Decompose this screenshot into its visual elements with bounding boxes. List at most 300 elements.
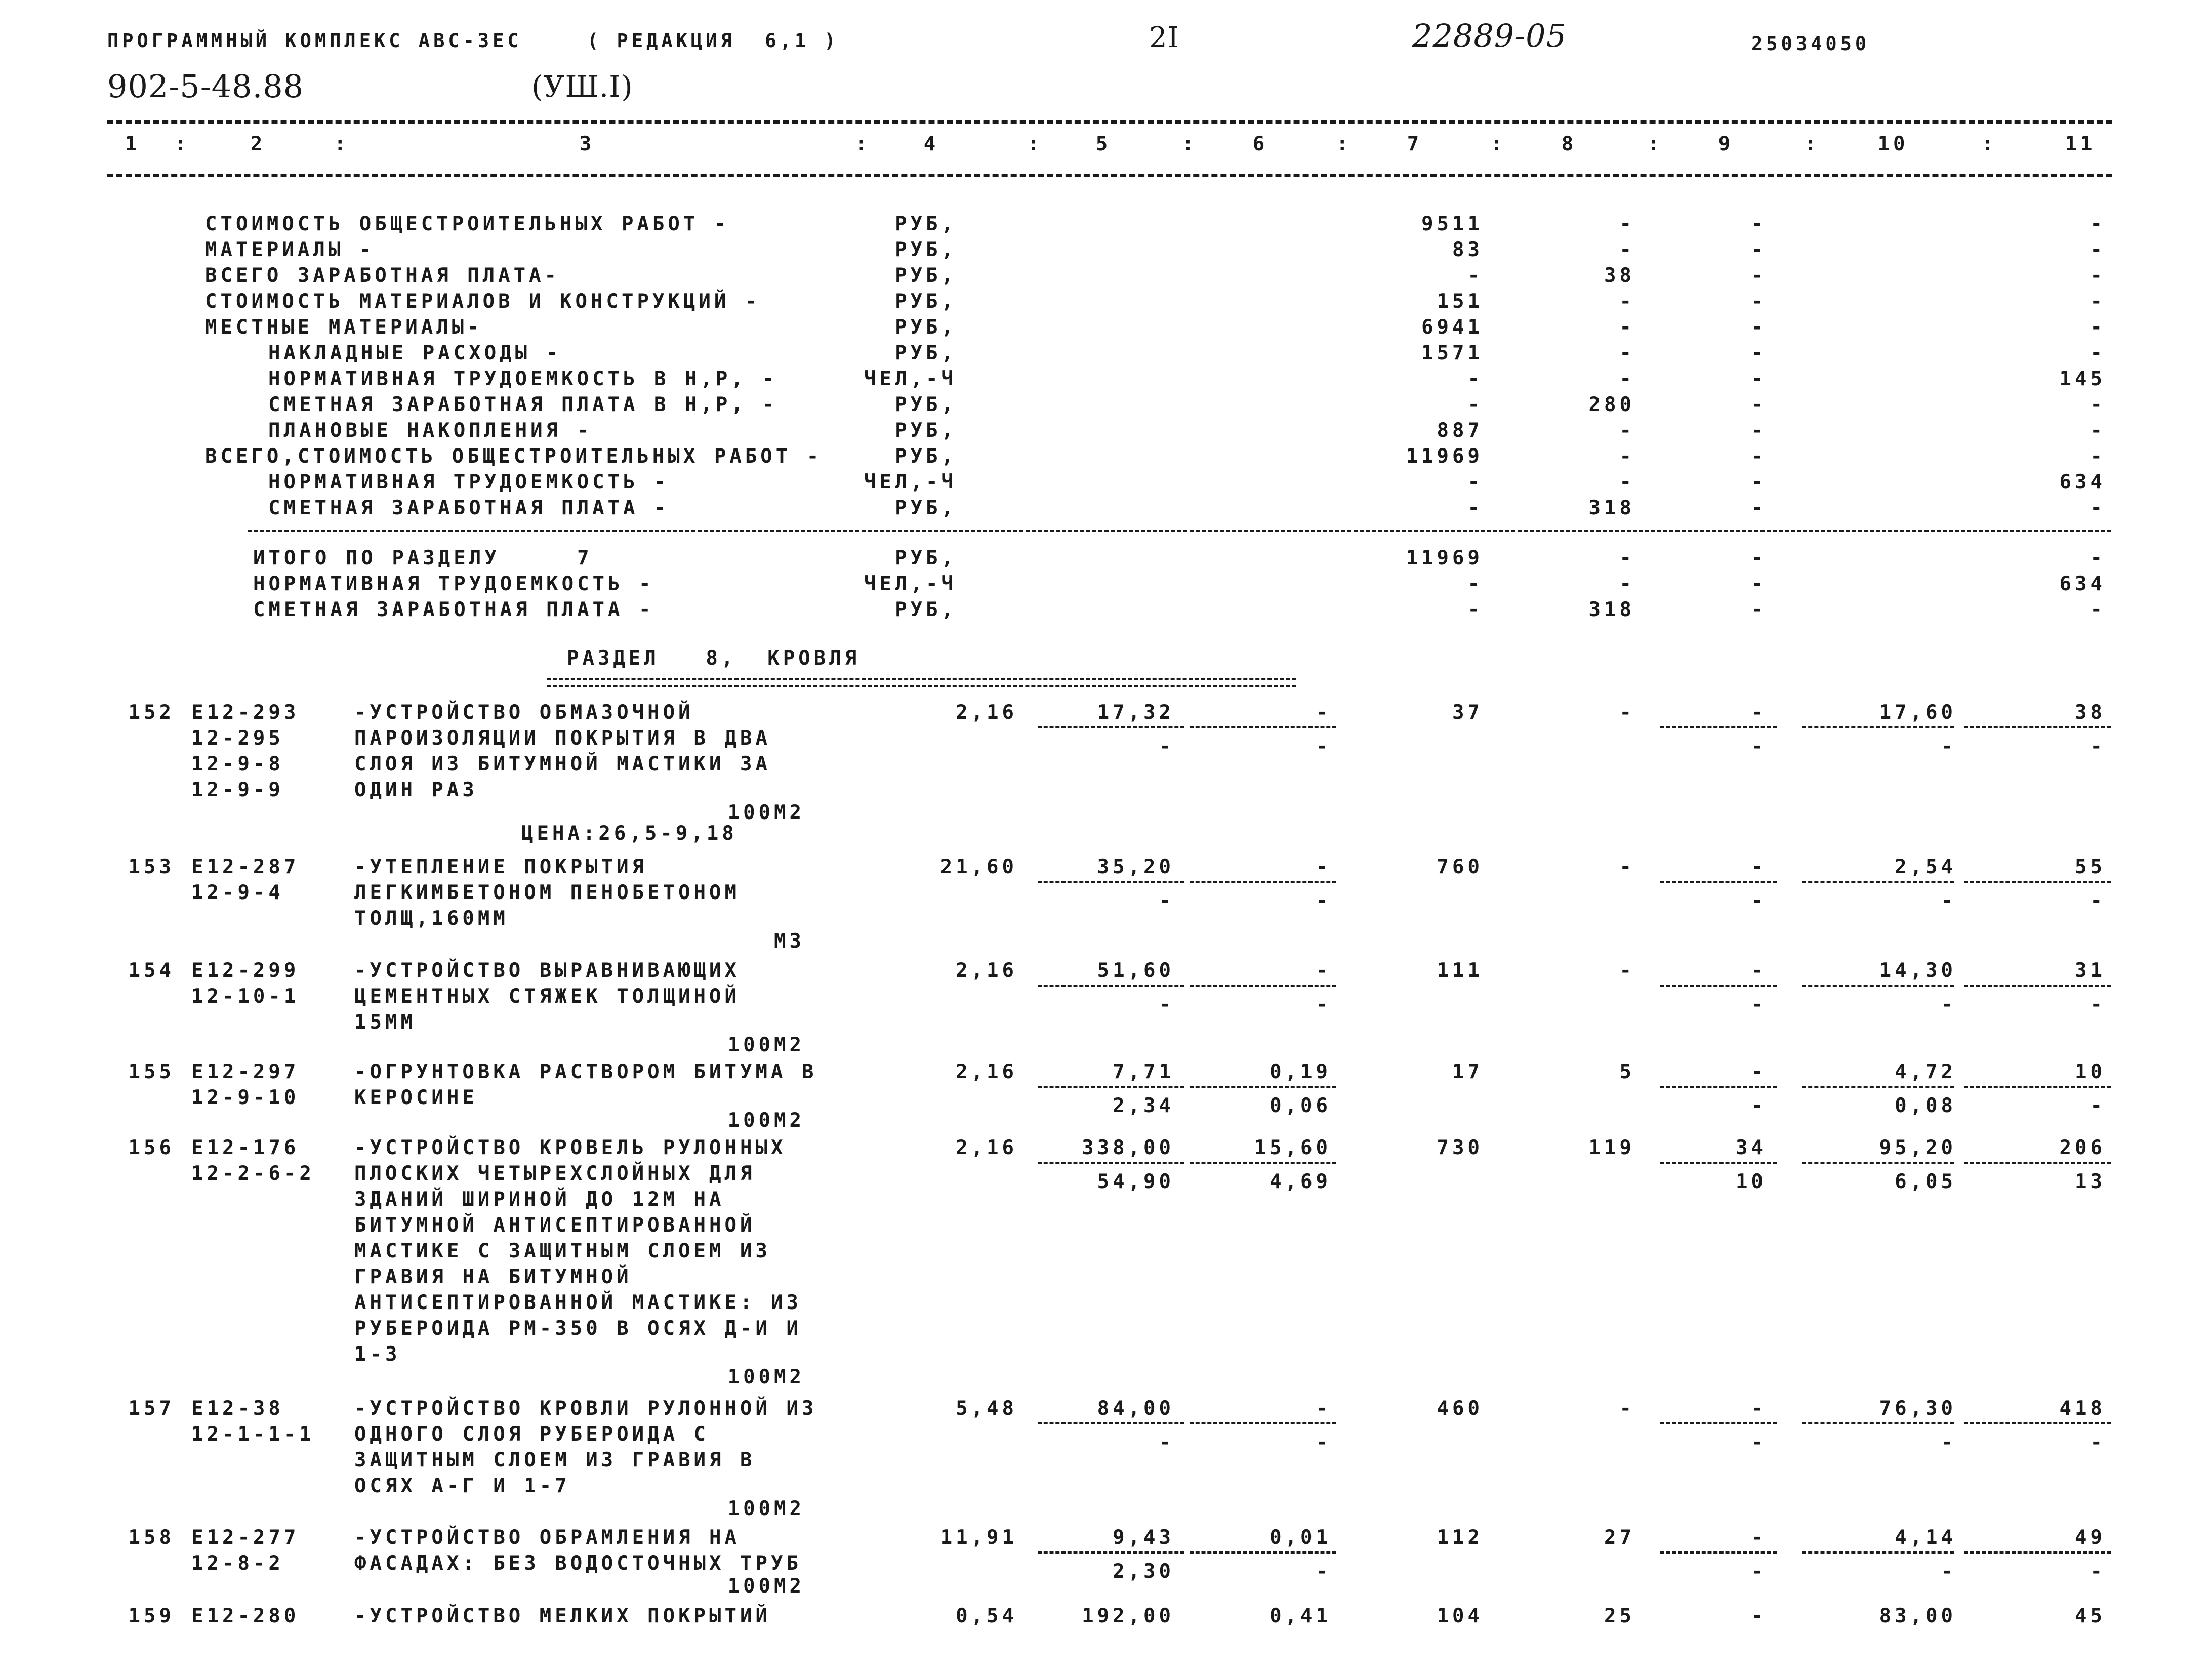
item-unit-machine-wages: - <box>1316 993 1331 1016</box>
summary-machine-wages: - <box>1751 290 1767 313</box>
item-machine-wages-sub: - <box>1751 1094 1767 1117</box>
item-labour-unit: 2,54 <box>1895 855 1956 878</box>
summary-unit: РУБ, <box>895 342 957 364</box>
item-quantity: 2,16 <box>956 1060 1017 1083</box>
total-labour: - <box>2090 598 2106 621</box>
item-labour-unit: 17,60 <box>1879 701 1956 724</box>
sheet-number: 2I <box>1149 21 1179 54</box>
item-sub-rule <box>1964 1551 2111 1554</box>
item-description-line: -ОГРУНТОВКА РАСТВОРОМ БИТУМА В <box>354 1060 817 1083</box>
item-sub-rule <box>1190 1422 1336 1424</box>
item-description-line: ЗАЩИТНЫМ СЛОЕМ ИЗ ГРАВИЯ В <box>354 1449 756 1472</box>
item-unit-machine-wages: - <box>1316 735 1331 758</box>
summary-label: НАКЛАДНЫЕ РАСХОДЫ - <box>268 342 562 364</box>
item-machine-wages: - <box>1751 1605 1767 1627</box>
summary-wages: - <box>1619 316 1635 339</box>
column-header-9: 9 <box>1718 133 1734 155</box>
item-number: 156 <box>128 1136 175 1159</box>
summary-labour: 634 <box>2059 471 2106 494</box>
item-total-wages: - <box>1619 855 1635 878</box>
summary-unit: РУБ, <box>895 238 957 261</box>
summary-wages: - <box>1619 213 1635 235</box>
column-header-7: 7 <box>1407 133 1423 155</box>
item-sub-rule <box>1802 1086 1954 1088</box>
section-title-underline <box>547 678 1296 687</box>
item-quantity: 2,16 <box>956 1136 1017 1159</box>
item-labour-unit-sub: - <box>1941 993 1956 1016</box>
item-unit-cost-machines: 54,90 <box>1097 1170 1174 1193</box>
item-labour-total-sub: - <box>2090 1094 2106 1117</box>
item-labour-unit: 4,14 <box>1895 1526 1956 1549</box>
item-unit-wages: 0,41 <box>1269 1605 1331 1627</box>
item-unit-cost: 51,60 <box>1097 959 1174 982</box>
item-unit: 100М2 <box>727 1366 805 1389</box>
item-sub-rule <box>1964 1086 2111 1088</box>
item-sub-rule <box>1660 1422 1777 1424</box>
item-code: Е12-176 <box>191 1136 300 1159</box>
item-machine-wages-sub: - <box>1751 1431 1767 1454</box>
item-code: Е12-293 <box>191 701 300 724</box>
summary-wages: - <box>1619 290 1635 313</box>
total-value: - <box>1467 573 1483 595</box>
item-labour-total: 45 <box>2075 1605 2106 1627</box>
item-description-line: ЗДАНИЙ ШИРИНОЙ ДО 12М НА <box>354 1188 725 1211</box>
summary-label: СМЕТНАЯ ЗАРАБОТНАЯ ПЛАТА В Н,Р, - <box>268 393 777 416</box>
summary-value: 83 <box>1452 238 1483 261</box>
item-labour-unit: 4,72 <box>1895 1060 1956 1083</box>
item-number: 154 <box>128 959 175 982</box>
item-unit-cost-machines: - <box>1159 993 1174 1016</box>
item-reference: 12-1-1-1 <box>191 1423 315 1446</box>
item-reference: 12-9-9 <box>191 779 284 801</box>
item-sub-rule <box>1660 1551 1777 1554</box>
summary-label: МАТЕРИАЛЫ - <box>205 238 375 261</box>
item-quantity: 2,16 <box>956 959 1017 982</box>
summary-labour: - <box>2090 290 2106 313</box>
summary-wages: 318 <box>1588 497 1635 519</box>
total-label: ИТОГО ПО РАЗДЕЛУ 7 <box>253 547 593 569</box>
total-unit: РУБ, <box>895 547 957 569</box>
summary-label: СМЕТНАЯ ЗАРАБОТНАЯ ПЛАТА - <box>268 497 670 519</box>
summary-wages: 280 <box>1588 393 1635 416</box>
column-header-6: 6 <box>1252 133 1268 155</box>
item-labour-total: 10 <box>2075 1060 2106 1083</box>
summary-separator <box>248 530 2111 532</box>
item-quantity: 0,54 <box>956 1605 1017 1627</box>
item-description-line: -УСТРОЙСТВО КРОВЕЛЬ РУЛОННЫХ <box>354 1136 787 1159</box>
item-labour-total-sub: - <box>2090 1431 2106 1454</box>
total-machine-wages: - <box>1751 598 1767 621</box>
item-sub-rule <box>1660 985 1777 987</box>
item-labour-total: 418 <box>2059 1397 2106 1420</box>
column-header-5: 5 <box>1095 133 1112 155</box>
item-labour-unit-sub: 6,05 <box>1895 1170 1956 1193</box>
item-description-line: -УСТРОЙСТВО ВЫРАВНИВАЮЩИХ <box>354 959 740 982</box>
summary-label: ВСЕГО ЗАРАБОТНАЯ ПЛАТА- <box>205 264 560 287</box>
item-labour-unit: 76,30 <box>1879 1397 1956 1420</box>
item-code: Е12-280 <box>191 1605 300 1627</box>
project-number: 902-5-48.88 <box>107 68 304 105</box>
item-sub-rule <box>1038 1551 1184 1554</box>
total-machine-wages: - <box>1751 547 1767 569</box>
header-rule-bottom <box>107 174 2112 177</box>
summary-wages: - <box>1619 471 1635 494</box>
total-labour: - <box>2090 547 2106 569</box>
item-labour-total: 31 <box>2075 959 2106 982</box>
item-unit-cost: 17,32 <box>1097 701 1174 724</box>
item-description-line: КЕРОСИНЕ <box>354 1086 478 1109</box>
summary-unit: ЧЕЛ,-Ч <box>864 368 957 390</box>
item-description-line: АНТИСЕПТИРОВАННОЙ МАСТИКЕ: ИЗ <box>354 1291 802 1314</box>
summary-wages: 38 <box>1604 264 1635 287</box>
item-sub-rule <box>1802 726 1954 728</box>
item-labour-unit-sub: - <box>1941 735 1956 758</box>
summary-labour: - <box>2090 213 2106 235</box>
item-total-cost: 112 <box>1437 1526 1483 1549</box>
total-value: 11969 <box>1406 547 1483 569</box>
summary-machine-wages: - <box>1751 264 1767 287</box>
item-reference: 12-9-10 <box>191 1086 300 1109</box>
summary-labour: - <box>2090 238 2106 261</box>
summary-wages: - <box>1619 445 1635 468</box>
item-unit: М3 <box>774 930 805 953</box>
item-sub-rule <box>1964 985 2111 987</box>
total-labour: 634 <box>2059 573 2106 595</box>
item-unit-wages: - <box>1316 959 1331 982</box>
item-code: Е12-38 <box>191 1397 284 1420</box>
summary-unit: РУБ, <box>895 497 957 519</box>
summary-label: НОРМАТИВНАЯ ТРУДОЕМКОСТЬ - <box>268 471 670 494</box>
item-unit-cost: 192,00 <box>1082 1605 1174 1627</box>
item-unit: 100М2 <box>727 1034 805 1056</box>
item-unit-machine-wages: - <box>1316 1560 1331 1583</box>
item-sub-rule <box>1660 881 1777 883</box>
item-sub-rule <box>1190 1551 1336 1554</box>
item-description-line: ПЛОСКИХ ЧЕТЫРЕХСЛОЙНЫХ ДЛЯ <box>354 1162 756 1185</box>
summary-label: СТОИМОСТЬ ОБЩЕСТРОИТЕЛЬНЫХ РАБОТ - <box>205 213 730 235</box>
item-total-cost: 17 <box>1452 1060 1483 1083</box>
item-sub-rule <box>1802 881 1954 883</box>
item-total-cost: 730 <box>1437 1136 1483 1159</box>
total-wages: 318 <box>1588 598 1635 621</box>
item-number: 152 <box>128 701 175 724</box>
summary-value: 887 <box>1437 419 1483 442</box>
item-unit-cost: 9,43 <box>1113 1526 1174 1549</box>
summary-labour: - <box>2090 419 2106 442</box>
item-sub-rule <box>1964 1422 2111 1424</box>
item-reference: 12-8-2 <box>191 1552 284 1575</box>
column-separator: : <box>334 133 350 155</box>
summary-labour: 145 <box>2059 368 2106 390</box>
item-unit-cost-machines: - <box>1159 1431 1174 1454</box>
item-description-line: -УСТРОЙСТВО КРОВЛИ РУЛОННОЙ ИЗ <box>354 1397 817 1420</box>
summary-unit: РУБ, <box>895 393 957 416</box>
item-unit-machine-wages: 4,69 <box>1269 1170 1331 1193</box>
summary-unit: РУБ, <box>895 316 957 339</box>
column-separator: : <box>1982 133 1997 155</box>
item-unit: 100М2 <box>727 1575 805 1598</box>
item-unit-cost-machines: - <box>1159 735 1174 758</box>
column-header-4: 4 <box>923 133 939 155</box>
item-unit-machine-wages: - <box>1316 889 1331 912</box>
item-unit-cost: 7,71 <box>1113 1060 1174 1083</box>
item-sub-rule <box>1802 1551 1954 1554</box>
total-unit: ЧЕЛ,-Ч <box>864 573 957 595</box>
summary-label: СТОИМОСТЬ МАТЕРИАЛОВ И КОНСТРУКЦИЙ - <box>205 290 761 313</box>
document-number: 22889-05 <box>1412 17 1567 54</box>
summary-value: - <box>1467 368 1483 390</box>
summary-labour: - <box>2090 497 2106 519</box>
item-reference: 12-2-6-2 <box>191 1162 315 1185</box>
column-separator: : <box>1805 133 1820 155</box>
column-separator: : <box>1336 133 1352 155</box>
item-sub-rule <box>1802 1162 1954 1164</box>
item-labour-unit: 95,20 <box>1879 1136 1956 1159</box>
item-unit-cost: 338,00 <box>1082 1136 1174 1159</box>
summary-wages: - <box>1619 238 1635 261</box>
item-number: 159 <box>128 1605 175 1627</box>
item-reference: 12-10-1 <box>191 985 300 1008</box>
item-labour-unit-sub: - <box>1941 1431 1956 1454</box>
column-separator: : <box>1028 133 1043 155</box>
item-total-cost: 760 <box>1437 855 1483 878</box>
summary-labour: - <box>2090 342 2106 364</box>
item-sub-rule <box>1038 726 1184 728</box>
summary-machine-wages: - <box>1751 393 1767 416</box>
summary-value: 6941 <box>1421 316 1483 339</box>
item-machine-wages: - <box>1751 701 1767 724</box>
item-labour-total-sub: - <box>2090 1560 2106 1583</box>
item-description-line: ЛЕГКИМБЕТОНОМ ПЕНОБЕТОНОМ <box>354 881 740 904</box>
item-description-line: РУБЕРОИДА РМ-350 В ОСЯХ Д-И И <box>354 1317 802 1340</box>
item-description-line: -УСТРОЙСТВО ОБРАМЛЕНИЯ НА <box>354 1526 740 1549</box>
item-machine-wages-sub: - <box>1751 735 1767 758</box>
summary-labour: - <box>2090 393 2106 416</box>
total-value: - <box>1467 598 1483 621</box>
item-description-line: ЦЕМЕНТНЫХ СТЯЖЕК ТОЛЩИНОЙ <box>354 985 740 1008</box>
summary-labour: - <box>2090 316 2106 339</box>
item-total-cost: 111 <box>1437 959 1483 982</box>
item-machine-wages: - <box>1751 959 1767 982</box>
summary-labour: - <box>2090 264 2106 287</box>
item-quantity: 21,60 <box>940 855 1017 878</box>
summary-wages: - <box>1619 368 1635 390</box>
item-number: 155 <box>128 1060 175 1083</box>
summary-unit: РУБ, <box>895 445 957 468</box>
summary-value: 11969 <box>1406 445 1483 468</box>
column-header-11: 11 <box>2065 133 2096 155</box>
item-sub-rule <box>1964 881 2111 883</box>
edition-label: ( РЕДАКЦИЯ 6,1 ) <box>587 30 839 52</box>
item-machine-wages-sub: - <box>1751 993 1767 1016</box>
item-total-wages: 119 <box>1588 1136 1635 1159</box>
item-number: 157 <box>128 1397 175 1420</box>
item-unit-wages: - <box>1316 855 1331 878</box>
item-sub-rule <box>1964 726 2111 728</box>
item-code: Е12-297 <box>191 1060 300 1083</box>
summary-unit: ЧЕЛ,-Ч <box>864 471 957 494</box>
document-code: 25034050 <box>1751 33 1870 55</box>
item-sub-rule <box>1190 726 1336 728</box>
item-quantity: 2,16 <box>956 701 1017 724</box>
item-labour-unit-sub: 0,08 <box>1895 1094 1956 1117</box>
summary-machine-wages: - <box>1751 342 1767 364</box>
total-wages: - <box>1619 573 1635 595</box>
item-total-wages: - <box>1619 1397 1635 1420</box>
summary-value: - <box>1467 393 1483 416</box>
item-description-line: БИТУМНОЙ АНТИСЕПТИРОВАННОЙ <box>354 1214 756 1237</box>
column-header-8: 8 <box>1561 133 1577 155</box>
item-description-line: ОДИН РАЗ <box>354 779 478 801</box>
item-sub-rule <box>1190 1086 1336 1088</box>
header-rule-top <box>107 120 2112 124</box>
item-sub-rule <box>1964 1162 2111 1164</box>
program-name: ПРОГРАММНЫЙ КОМПЛЕКС АВС-3ЕС <box>107 30 522 52</box>
summary-value: - <box>1467 471 1483 494</box>
summary-unit: РУБ, <box>895 419 957 442</box>
summary-unit: РУБ, <box>895 264 957 287</box>
item-description-line: 15ММ <box>354 1011 416 1034</box>
item-sub-rule <box>1660 726 1777 728</box>
item-sub-rule <box>1802 1422 1954 1424</box>
summary-label: МЕСТНЫЕ МАТЕРИАЛЫ- <box>205 316 483 339</box>
column-header-3: 3 <box>579 133 595 155</box>
item-machine-wages: - <box>1751 1060 1767 1083</box>
item-total-cost: 37 <box>1452 701 1483 724</box>
item-unit-machine-wages: 0,06 <box>1269 1094 1331 1117</box>
item-machine-wages-sub: 10 <box>1736 1170 1767 1193</box>
item-description-line: 1-3 <box>354 1343 401 1366</box>
item-total-wages: 27 <box>1604 1526 1635 1549</box>
item-unit: 100М2 <box>727 801 805 824</box>
item-machine-wages-sub: - <box>1751 889 1767 912</box>
section-title: РАЗДЕЛ 8, КРОВЛЯ <box>567 647 861 670</box>
volume-label: (УШ.I) <box>531 69 633 104</box>
item-description-line: -УТЕПЛЕНИЕ ПОКРЫТИЯ <box>354 855 648 878</box>
summary-label: ПЛАНОВЫЕ НАКОПЛЕНИЯ - <box>268 419 593 442</box>
item-description-line: ТОЛЩ,160ММ <box>354 907 509 930</box>
item-labour-total-sub: - <box>2090 889 2106 912</box>
item-sub-rule <box>1038 881 1184 883</box>
item-number: 158 <box>128 1526 175 1549</box>
summary-machine-wages: - <box>1751 497 1767 519</box>
item-quantity: 5,48 <box>956 1397 1017 1420</box>
item-labour-total: 38 <box>2075 701 2106 724</box>
item-sub-rule <box>1660 1086 1777 1088</box>
item-code: Е12-287 <box>191 855 300 878</box>
item-labour-total: 55 <box>2075 855 2106 878</box>
item-machine-wages: - <box>1751 1526 1767 1549</box>
item-total-wages: 5 <box>1619 1060 1635 1083</box>
column-separator: : <box>1648 133 1663 155</box>
column-separator: : <box>1182 133 1198 155</box>
item-price-note: ЦЕНА:26,5-9,18 <box>521 822 738 845</box>
summary-unit: РУБ, <box>895 213 957 235</box>
item-number: 153 <box>128 855 175 878</box>
item-unit: 100М2 <box>727 1497 805 1520</box>
item-code: Е12-277 <box>191 1526 300 1549</box>
item-reference: 12-295 <box>191 727 284 750</box>
item-description-line: ФАСАДАХ: БЕЗ ВОДОСТОЧНЫХ ТРУБ <box>354 1552 802 1575</box>
item-unit-wages: 0,19 <box>1269 1060 1331 1083</box>
item-labour-total-sub: - <box>2090 993 2106 1016</box>
item-description-line: МАСТИКЕ С ЗАЩИТНЫМ СЛОЕМ ИЗ <box>354 1240 771 1262</box>
item-sub-rule <box>1038 985 1184 987</box>
summary-machine-wages: - <box>1751 471 1767 494</box>
summary-machine-wages: - <box>1751 213 1767 235</box>
summary-machine-wages: - <box>1751 238 1767 261</box>
item-unit-cost: 35,20 <box>1097 855 1174 878</box>
item-unit: 100М2 <box>727 1109 805 1132</box>
item-description-line: ГРАВИЯ НА БИТУМНОЙ <box>354 1265 632 1288</box>
item-sub-rule <box>1802 985 1954 987</box>
item-quantity: 11,91 <box>940 1526 1017 1549</box>
item-sub-rule <box>1038 1422 1184 1424</box>
item-machine-wages: 34 <box>1736 1136 1767 1159</box>
item-labour-unit: 14,30 <box>1879 959 1956 982</box>
total-unit: РУБ, <box>895 598 957 621</box>
item-description-line: ПАРОИЗОЛЯЦИИ ПОКРЫТИЯ В ДВА <box>354 727 771 750</box>
item-sub-rule <box>1190 1162 1336 1164</box>
item-total-wages: - <box>1619 959 1635 982</box>
item-description-line: СЛОЯ ИЗ БИТУМНОЙ МАСТИКИ ЗА <box>354 753 771 775</box>
item-sub-rule <box>1190 881 1336 883</box>
item-labour-total-sub: - <box>2090 735 2106 758</box>
item-unit-wages: 0,01 <box>1269 1526 1331 1549</box>
item-labour-total: 206 <box>2059 1136 2106 1159</box>
item-unit-cost-machines: - <box>1159 889 1174 912</box>
item-description-line: -УСТРОЙСТВО МЕЛКИХ ПОКРЫТИЙ <box>354 1605 771 1627</box>
summary-machine-wages: - <box>1751 445 1767 468</box>
item-unit-wages: - <box>1316 701 1331 724</box>
summary-value: 1571 <box>1421 342 1483 364</box>
item-labour-total: 49 <box>2075 1526 2106 1549</box>
item-reference: 12-9-8 <box>191 753 284 775</box>
column-header-2: 2 <box>250 133 266 155</box>
item-sub-rule <box>1190 985 1336 987</box>
item-total-wages: 25 <box>1604 1605 1635 1627</box>
summary-value: - <box>1467 497 1483 519</box>
item-description-line: -УСТРОЙСТВО ОБМАЗОЧНОЙ <box>354 701 694 724</box>
item-reference: 12-9-4 <box>191 881 284 904</box>
item-machine-wages: - <box>1751 1397 1767 1420</box>
total-machine-wages: - <box>1751 573 1767 595</box>
item-total-cost: 460 <box>1437 1397 1483 1420</box>
item-labour-unit-sub: - <box>1941 1560 1956 1583</box>
item-code: Е12-299 <box>191 959 300 982</box>
item-labour-total-sub: 13 <box>2075 1170 2106 1193</box>
summary-value: - <box>1467 264 1483 287</box>
summary-wages: - <box>1619 342 1635 364</box>
item-sub-rule <box>1038 1086 1184 1088</box>
summary-machine-wages: - <box>1751 368 1767 390</box>
item-unit-wages: - <box>1316 1397 1331 1420</box>
column-separator: : <box>855 133 871 155</box>
item-description-line: ОСЯХ А-Г И 1-7 <box>354 1475 570 1497</box>
item-unit-cost-machines: 2,34 <box>1113 1094 1174 1117</box>
item-machine-wages: - <box>1751 855 1767 878</box>
summary-machine-wages: - <box>1751 419 1767 442</box>
item-unit-cost-machines: 2,30 <box>1113 1560 1174 1583</box>
total-label: СМЕТНАЯ ЗАРАБОТНАЯ ПЛАТА - <box>253 598 654 621</box>
item-labour-unit: 83,00 <box>1879 1605 1956 1627</box>
item-sub-rule <box>1038 1162 1184 1164</box>
column-separator: : <box>175 133 190 155</box>
summary-label: НОРМАТИВНАЯ ТРУДОЕМКОСТЬ В Н,Р, - <box>268 368 777 390</box>
summary-label: ВСЕГО,СТОИМОСТЬ ОБЩЕСТРОИТЕЛЬНЫХ РАБОТ - <box>205 445 823 468</box>
summary-value: 151 <box>1437 290 1483 313</box>
item-sub-rule <box>1660 1162 1777 1164</box>
